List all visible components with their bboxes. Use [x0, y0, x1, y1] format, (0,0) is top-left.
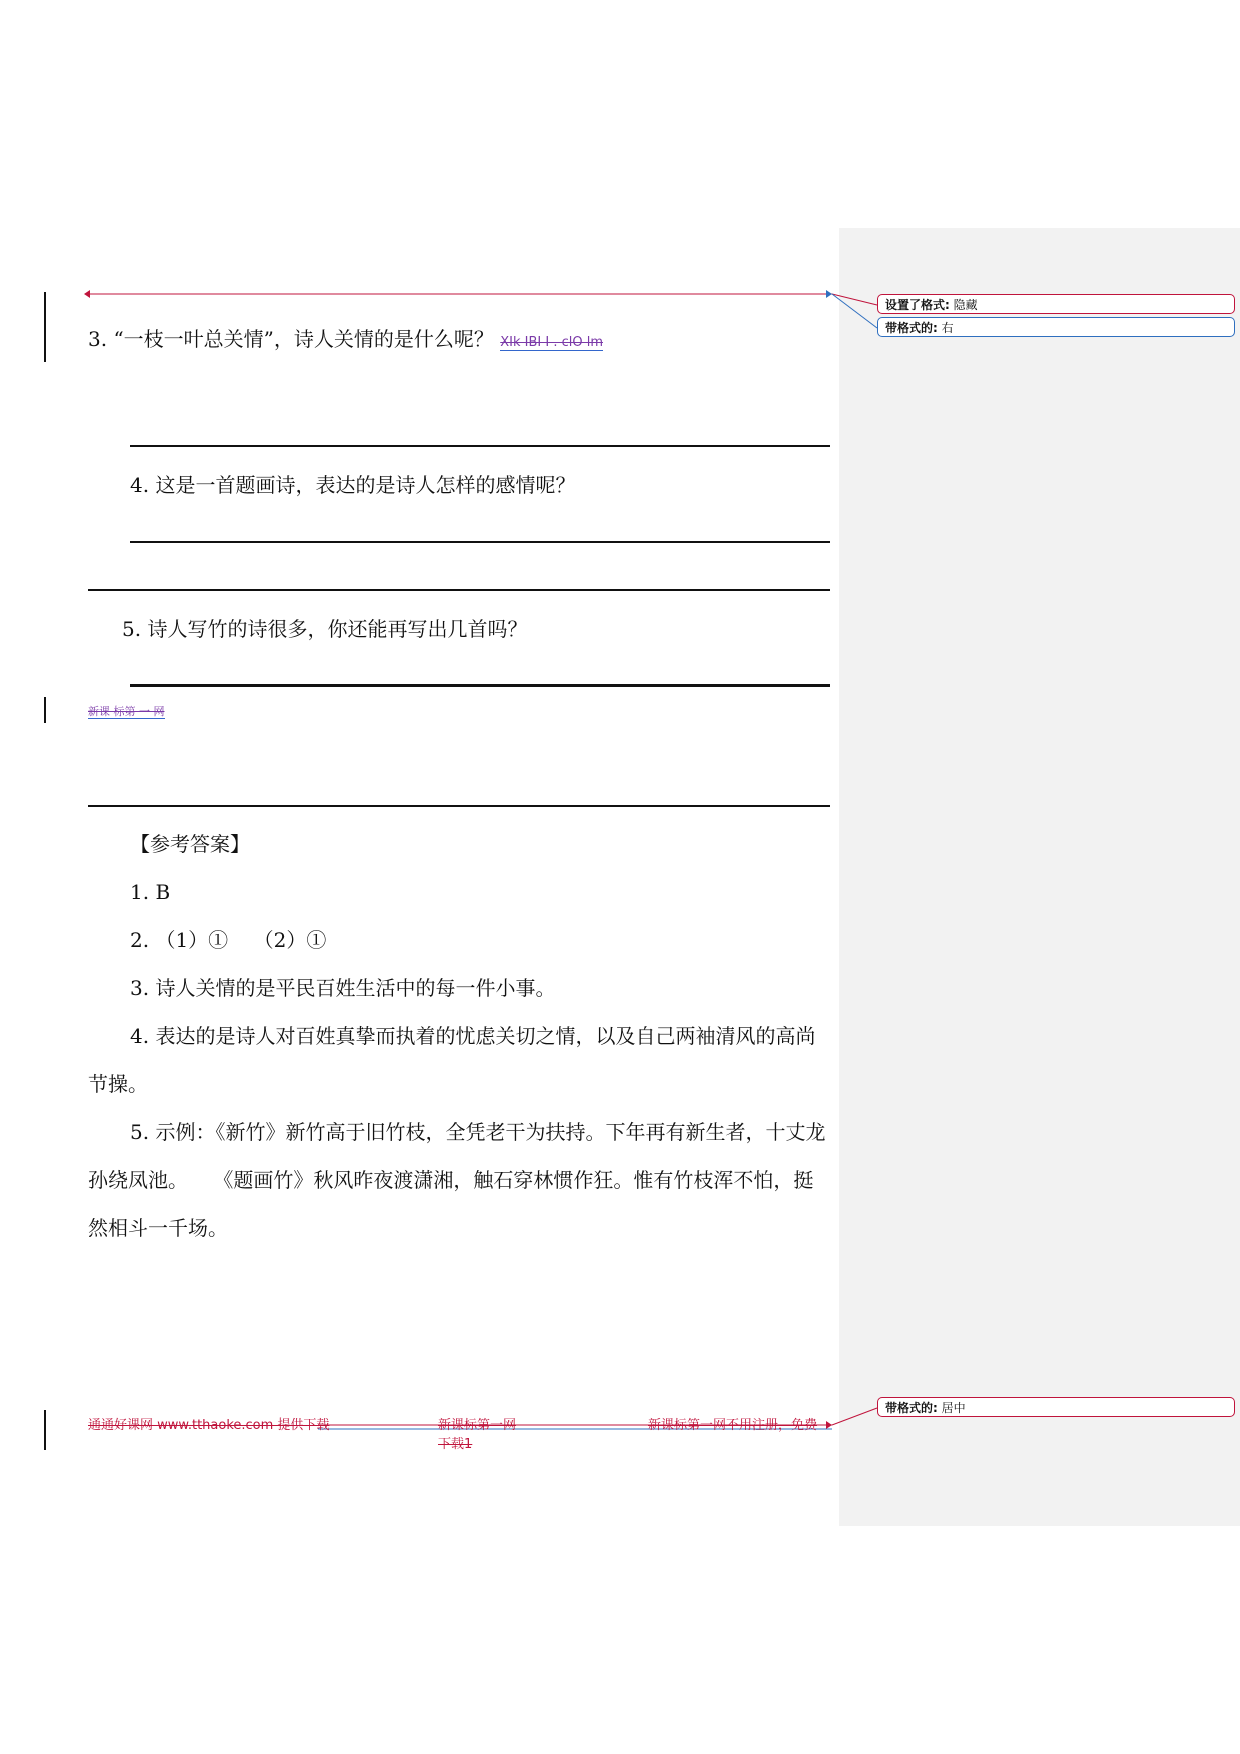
- answer-line: [88, 589, 830, 591]
- answer-5: 5. 示例：《新竹》新竹高于旧竹枝，全凭老干为扶持。下年再有新生者，十丈龙孙绕凤池。 《题画竹》秋风昨夜渡潇湘，触石穿林惯作狂。惟有竹枝浑不怕，挺然相斗一千场。: [88, 1120, 826, 1240]
- answer-2: 2. （1）① （2）①: [130, 928, 327, 952]
- deleted-link-text[interactable]: 新课 标第 一 网: [88, 705, 165, 718]
- answer-1: 1. B: [130, 880, 171, 904]
- answer-3: 3. 诗人关情的是平民百姓生活中的每一件小事。: [130, 976, 556, 1000]
- footer-left[interactable]: 通通好课网 www.tthaoke.com 提供下载: [88, 1418, 330, 1433]
- change-bar: [44, 1410, 46, 1450]
- answer-heading: 【参考答案】: [130, 832, 250, 856]
- comment-label: 设置了格式:: [885, 298, 950, 312]
- answer-line: [130, 445, 830, 447]
- comment-value: 居中: [941, 1401, 966, 1415]
- question-3: [88, 326, 603, 356]
- comment-label: 带格式的:: [885, 1401, 938, 1415]
- comment-value: 右: [941, 321, 954, 335]
- answer-line: [130, 684, 830, 687]
- comment-value: 隐藏: [953, 298, 978, 312]
- comment-label: 带格式的:: [885, 321, 938, 335]
- section-divider: [88, 805, 830, 807]
- inline-deleted-link[interactable]: [88, 703, 165, 719]
- comment-balloon[interactable]: [877, 294, 1235, 314]
- answer-key: [88, 820, 830, 1252]
- question-4: 4. 这是一首题画诗，表达的是诗人怎样的感情呢？: [130, 473, 576, 497]
- change-bar: [44, 697, 46, 723]
- answer-line: [130, 541, 830, 543]
- question-3-text: 3. “一枝一叶总关情”，诗人关情的是什么呢？: [88, 327, 494, 351]
- comment-balloon[interactable]: [877, 317, 1235, 337]
- deleted-link[interactable]: XIk IBI I . clO lm: [500, 335, 603, 350]
- footer-center-line2[interactable]: 下载1: [438, 1437, 473, 1452]
- footer-right[interactable]: 新课标第一网不用注册，免费: [648, 1418, 818, 1433]
- answer-4: 4. 表达的是诗人对百姓真挚而执着的忧虑关切之情，以及自己两袖清风的高尚节操。: [88, 1024, 816, 1096]
- footer-center[interactable]: [438, 1414, 516, 1452]
- footer-center-line1[interactable]: 新课标第一网: [438, 1418, 517, 1433]
- comment-balloon[interactable]: [877, 1397, 1235, 1417]
- change-bar: [44, 292, 46, 362]
- question-5: 5. 诗人写竹的诗很多，你还能再写出几首吗？: [122, 617, 528, 641]
